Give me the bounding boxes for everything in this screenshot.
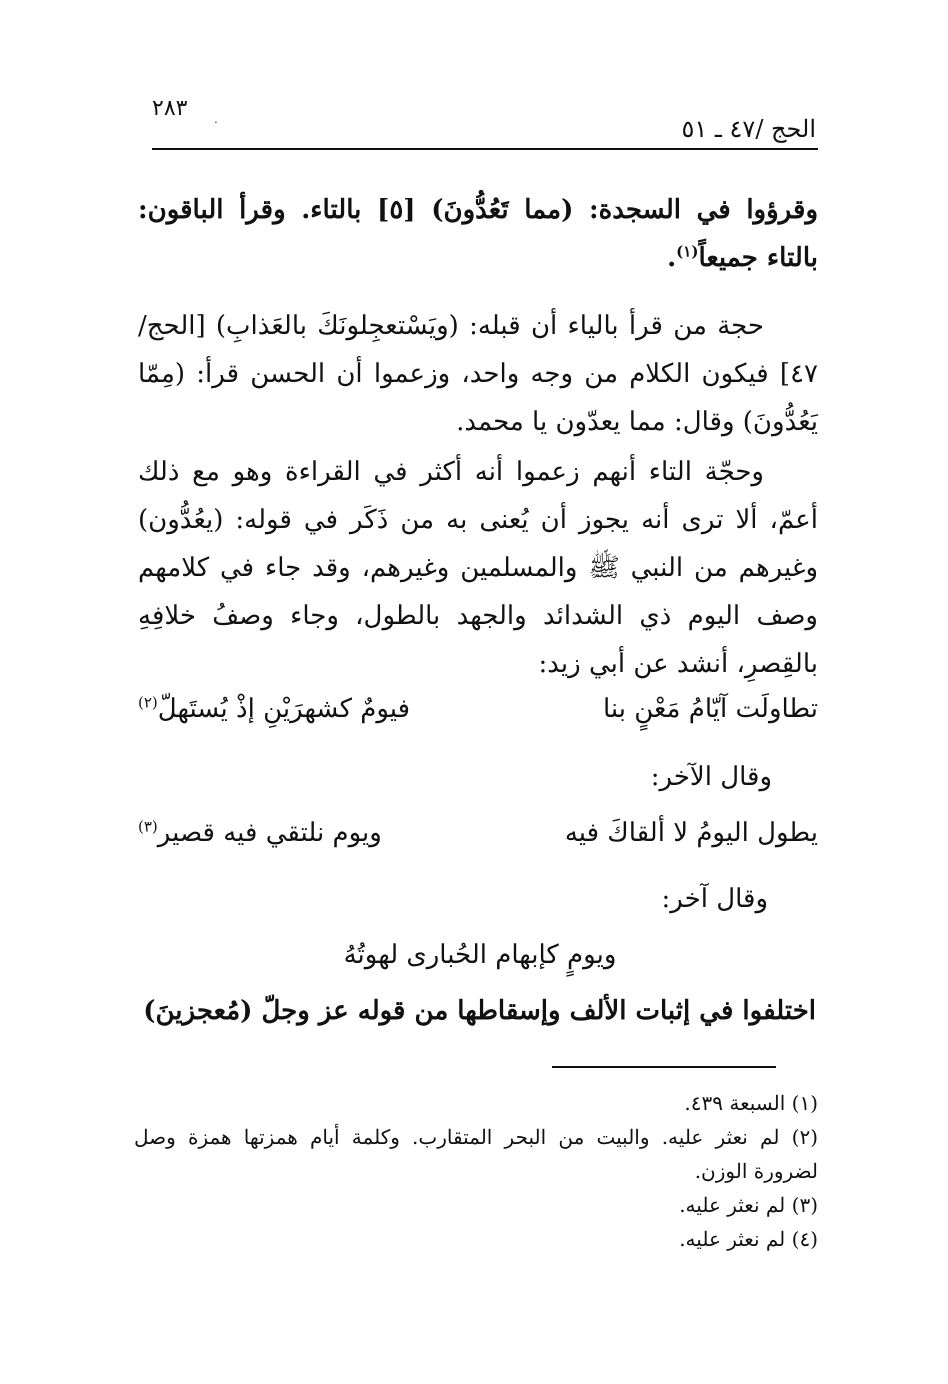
verse-1-second-text: فيومٌ كشهرَيْنِ إذْ يُستَهلّ <box>157 694 411 724</box>
verse-1 <box>138 694 818 734</box>
header-dot: . <box>214 112 218 126</box>
section-heading: اختلفوا في إثبات الألف وإسقاطها من قوله عز وجلّ (مُعجزينَ) <box>143 996 816 1026</box>
verse-2 <box>138 818 818 858</box>
verse-1-second-hemistich <box>138 694 410 724</box>
paragraph-ta-argument: وحجّة التاء أنهم زعموا أنه أكثر في القراءة وهو مع ذلك أعمّ، ألا ترى أنه يجوز أن يُعنى به من ذَكَر في قوله: (يعُدُّون) وغيرهم من النبي ﷺ والمسلمين وغيرهم، وقد جاء في كلامهم وصف اليوم ذي الشدائد والجهد بالطول، وجاء وصفُ خلافِهِ بالقِصرِ، أنشد عن أبي زيد: <box>138 457 818 679</box>
paragraph-readings-text: وقرؤوا في السجدة: (مما تَعُدُّونَ) [٥] بالتاء. وقرأ الباقون: بالتاء جميعاً <box>138 195 818 273</box>
footnote-ref-2: (٢) <box>138 693 158 712</box>
footnote-2: (٢) لم نعثر عليه. والبيت من البحر المتقارب. وكلمة أيام همزتها همزة وصل لضرورة الوزن. <box>134 1125 818 1183</box>
said-other-2: وقال آخر: <box>661 884 768 914</box>
footnote-rule <box>552 1066 776 1068</box>
verse-1-first-hemistich: تطاولَت آيّامُ مَعْنٍ بنا <box>602 694 818 724</box>
paragraph-ya-argument: حجة من قرأ بالياء أن قبله: (ويَسْتعجِلونَكَ بالعَذابِ) [الحج/٤٧] فيكون الكلام من وجه واحد، وزعموا أن الحسن قرأ: (مِمّا يَعُدُّونَ) وقال: مما يعدّون يا محمد. <box>138 311 818 437</box>
footnotes <box>134 1086 818 1256</box>
page-number: ٢٨٣ <box>152 96 188 121</box>
said-other-1: وقال الآخر: <box>650 762 772 792</box>
header-rule <box>152 148 818 150</box>
verse-2-first-hemistich: يطول اليومُ لا ألقاكَ فيه <box>564 818 818 848</box>
footnote-ref-3: (٣) <box>138 817 158 836</box>
verse-2-second-hemistich <box>138 818 382 848</box>
paragraph-readings <box>138 186 818 282</box>
paragraph-readings-end: . <box>667 243 677 273</box>
footnote-3: (٣) لم نعثر عليه. <box>679 1193 818 1217</box>
verse-3-text: ويومٍ كإبهام الحُبارى لهوتُهُ <box>343 940 617 970</box>
footnote-1: (١) السبعة ٤٣٩. <box>684 1091 818 1115</box>
footnote-ref-1: (١) <box>676 242 699 261</box>
verse-3 <box>0 940 948 970</box>
footnote-4: (٤) لم نعثر عليه. <box>679 1227 818 1251</box>
running-header-chapter: الحج /٤٧ ـ ٥١ <box>681 115 816 143</box>
verse-2-second-text: ويوم نلتقي فيه قصير <box>157 818 382 848</box>
